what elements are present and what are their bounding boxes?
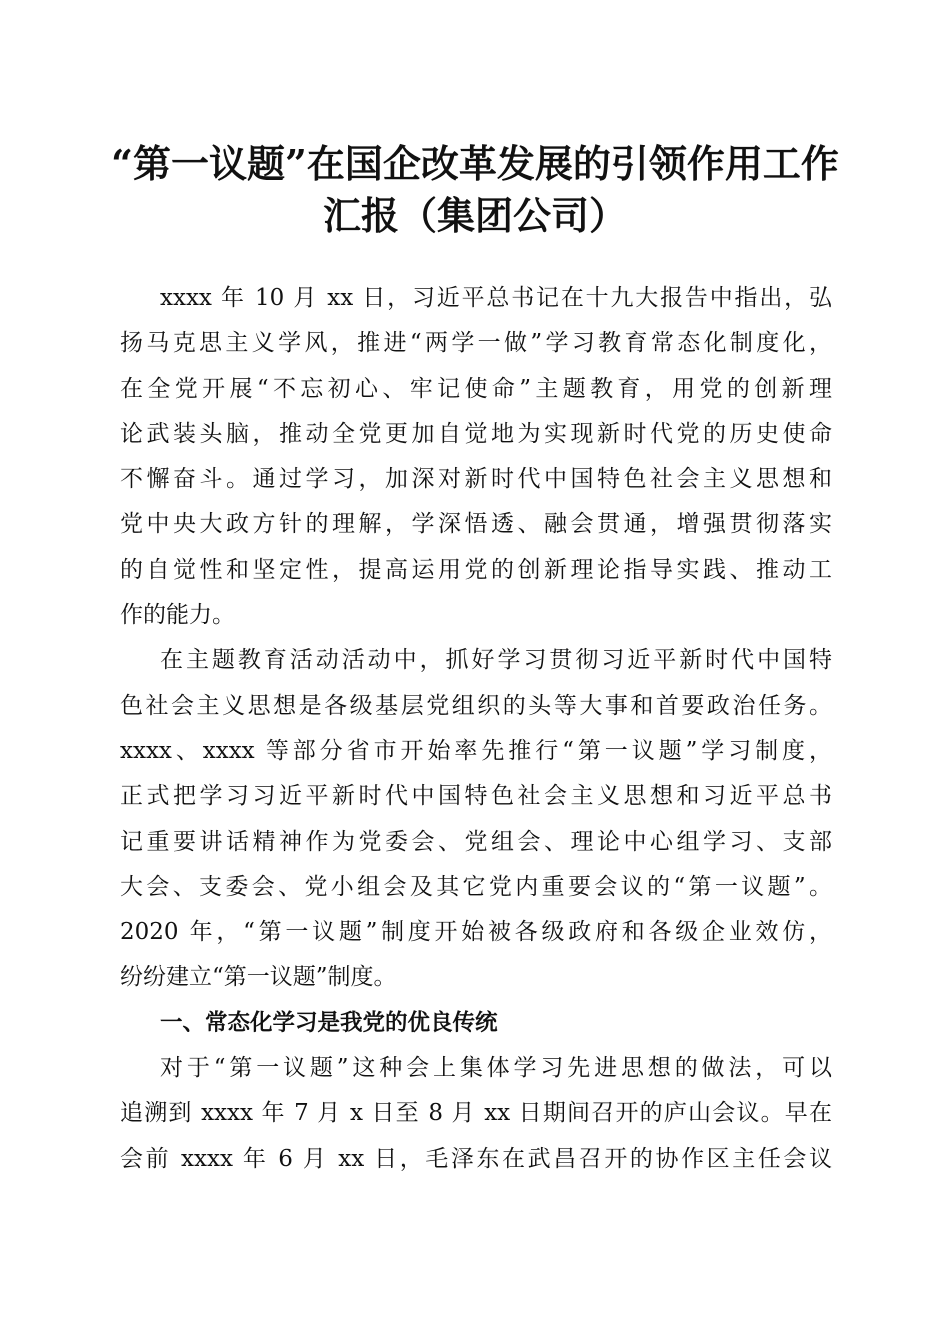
paragraph-line: 对于“第一议题”这种会上集体学习先进思想的做法，可以 [160, 1055, 832, 1082]
paragraph-line: 在全党开展“不忘初心、牢记使命”主题教育，用党的创新理 [120, 375, 832, 402]
paragraph-line: 在主题教育活动活动中，抓好学习贯彻习近平新时代中国特 [160, 647, 832, 674]
paragraph-line: 色社会主义思想是各级基层党组织的头等大事和首要政治任务。 [120, 692, 832, 719]
document-body [120, 276, 832, 1182]
paragraph-line: 会前 xxxx 年 6 月 xx 日，毛泽东在武昌召开的协作区主任会议 [120, 1145, 832, 1172]
paragraph-line: 的自觉性和坚定性，提高运用党的创新理论指导实践、推动工 [120, 556, 832, 583]
paragraph-line: 追溯到 xxxx 年 7 月 x 日至 8 月 xx 日期间召开的庐山会议。早在 [120, 1100, 832, 1127]
paragraph-line: 作的能力。 [120, 602, 235, 629]
title-line-2: 汇报（集团公司） [322, 193, 627, 238]
paragraph-line: 纷纷建立“第一议题”制度。 [120, 964, 397, 991]
paragraph-line: 论武装头脑，推动全党更加自觉地为实现新时代党的历史使命 [120, 420, 832, 447]
paragraph-line: 大会、支委会、党小组会及其它党内重要会议的“第一议题”。 [120, 873, 832, 900]
section-heading: 一、常态化学习是我党的优良传统 [160, 1009, 498, 1036]
document-title [100, 138, 850, 242]
paragraph-line: 正式把学习习近平新时代中国特色社会主义思想和习近平总书 [120, 783, 832, 810]
paragraph-line: 不懈奋斗。通过学习，加深对新时代中国特色社会主义思想和 [120, 466, 832, 493]
title-line-1: “第一议题”在国企改革发展的引领作用工作 [111, 141, 839, 186]
paragraph-line: xxxx、xxxx 等部分省市开始率先推行“第一议题”学习制度， [120, 737, 832, 764]
paragraph-line: xxxx 年 10 月 xx 日，习近平总书记在十九大报告中指出，弘 [160, 285, 832, 311]
paragraph-line: 记重要讲话精神作为党委会、党组会、理论中心组学习、支部 [120, 828, 832, 855]
paragraph-line: 党中央大政方针的理解，学深悟透、融会贯通，增强贯彻落实 [120, 511, 832, 538]
paragraph-line: 扬马克思主义学风，推进“两学一做”学习教育常态化制度化， [120, 330, 832, 357]
paragraph-line: 2020 年，“第一议题”制度开始被各级政府和各级企业效仿， [120, 919, 832, 946]
